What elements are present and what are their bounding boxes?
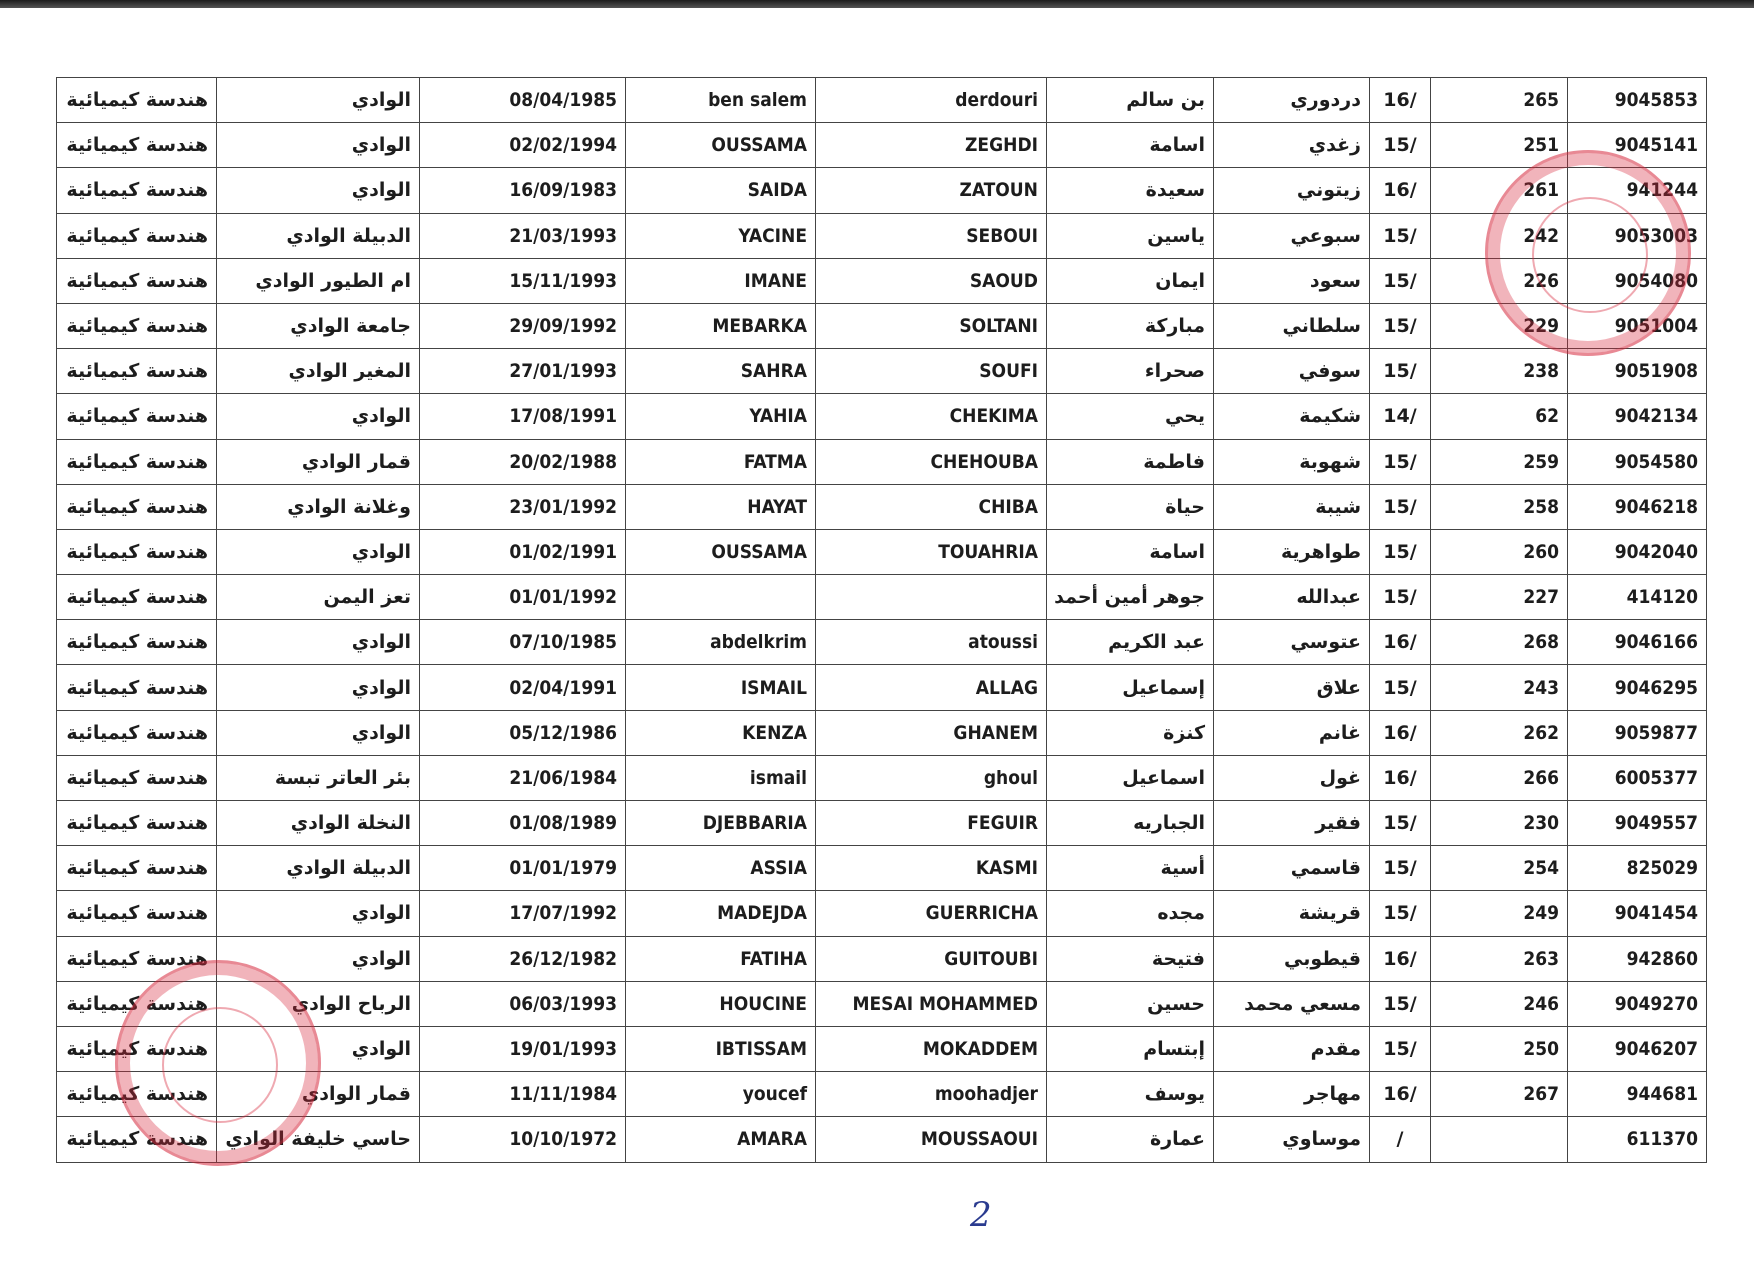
first-name-latin-cell: IMANE: [626, 258, 816, 303]
serial-number-cell: 226: [1431, 258, 1568, 303]
first-name-latin-cell: OUSSAMA: [626, 123, 816, 168]
last-name-arabic-cell: قاسمي: [1214, 846, 1370, 891]
table-row: [57, 303, 1707, 348]
birthdate-cell: 21/03/1993: [420, 213, 626, 258]
birthdate-cell: 23/01/1992: [420, 484, 626, 529]
last-name-arabic-cell: طواهرية: [1214, 529, 1370, 574]
first-name-arabic-cell: فاطمة: [1047, 439, 1214, 484]
specialty-cell: هندسة كيميائية: [57, 484, 217, 529]
class-code-cell: 15/: [1370, 349, 1431, 394]
last-name-latin-cell: GUITOUBI: [816, 936, 1047, 981]
birthdate-cell: 08/04/1985: [420, 78, 626, 123]
last-name-arabic-cell: شكيمة: [1214, 394, 1370, 439]
first-name-arabic-cell: ايمان: [1047, 258, 1214, 303]
class-code-cell: 15/: [1370, 258, 1431, 303]
class-code-cell: 16/: [1370, 78, 1431, 123]
last-name-latin-cell: ZATOUN: [816, 168, 1047, 213]
first-name-latin-cell: ISMAIL: [626, 665, 816, 710]
serial-number-cell: 242: [1431, 213, 1568, 258]
last-name-latin-cell: ALLAG: [816, 665, 1047, 710]
birthplace-cell: الوادي: [217, 1026, 420, 1071]
specialty-cell: هندسة كيميائية: [57, 303, 217, 348]
page-number: 2: [970, 1195, 992, 1235]
birthdate-cell: 07/10/1985: [420, 620, 626, 665]
table-row: [57, 529, 1707, 574]
registration-id-cell: 9059877: [1568, 710, 1707, 755]
specialty-cell: هندسة كيميائية: [57, 529, 217, 574]
first-name-arabic-cell: اسامة: [1047, 123, 1214, 168]
table-row: [57, 755, 1707, 800]
table-row: [57, 846, 1707, 891]
last-name-arabic-cell: زغدي: [1214, 123, 1370, 168]
specialty-cell: هندسة كيميائية: [57, 891, 217, 936]
class-code-cell: 15/: [1370, 123, 1431, 168]
specialty-cell: هندسة كيميائية: [57, 439, 217, 484]
first-name-arabic-cell: صحراء: [1047, 349, 1214, 394]
last-name-latin-cell: SAOUD: [816, 258, 1047, 303]
birthplace-cell: قمار الوادي: [217, 1072, 420, 1117]
table-row: [57, 665, 1707, 710]
last-name-arabic-cell: شيبة: [1214, 484, 1370, 529]
serial-number-cell: 268: [1431, 620, 1568, 665]
last-name-arabic-cell: عبدالله: [1214, 575, 1370, 620]
last-name-latin-cell: moohadjer: [816, 1072, 1047, 1117]
class-code-cell: 16/: [1370, 755, 1431, 800]
class-code-cell: /: [1370, 1117, 1431, 1162]
last-name-latin-cell: ghoul: [816, 755, 1047, 800]
class-code-cell: 15/: [1370, 303, 1431, 348]
registration-id-cell: 9046218: [1568, 484, 1707, 529]
last-name-arabic-cell: مهاجر: [1214, 1072, 1370, 1117]
birthdate-cell: 20/02/1988: [420, 439, 626, 484]
first-name-latin-cell: AMARA: [626, 1117, 816, 1162]
last-name-arabic-cell: سوفي: [1214, 349, 1370, 394]
students-table: [56, 77, 1707, 1163]
first-name-latin-cell: IBTISSAM: [626, 1026, 816, 1071]
last-name-arabic-cell: زيتوني: [1214, 168, 1370, 213]
class-code-cell: 16/: [1370, 168, 1431, 213]
specialty-cell: هندسة كيميائية: [57, 801, 217, 846]
last-name-latin-cell: SOLTANI: [816, 303, 1047, 348]
first-name-arabic-cell: فتيحة: [1047, 936, 1214, 981]
specialty-cell: هندسة كيميائية: [57, 1026, 217, 1071]
specialty-cell: هندسة كيميائية: [57, 258, 217, 303]
registration-id-cell: 9051004: [1568, 303, 1707, 348]
first-name-arabic-cell: اسامة: [1047, 529, 1214, 574]
table-row: [57, 213, 1707, 258]
class-code-cell: 15/: [1370, 529, 1431, 574]
registration-id-cell: 9041454: [1568, 891, 1707, 936]
birthdate-cell: 17/07/1992: [420, 891, 626, 936]
birthplace-cell: تعز اليمن: [217, 575, 420, 620]
last-name-latin-cell: CHIBA: [816, 484, 1047, 529]
serial-number-cell: 243: [1431, 665, 1568, 710]
birthplace-cell: المغير الوادي: [217, 349, 420, 394]
specialty-cell: هندسة كيميائية: [57, 936, 217, 981]
serial-number-cell: 230: [1431, 801, 1568, 846]
birthdate-cell: 02/04/1991: [420, 665, 626, 710]
last-name-arabic-cell: دردوري: [1214, 78, 1370, 123]
first-name-latin-cell: MEBARKA: [626, 303, 816, 348]
birthplace-cell: الوادي: [217, 529, 420, 574]
table-row: [57, 484, 1707, 529]
class-code-cell: 15/: [1370, 213, 1431, 258]
birthdate-cell: 27/01/1993: [420, 349, 626, 394]
registration-id-cell: 414120: [1568, 575, 1707, 620]
specialty-cell: هندسة كيميائية: [57, 1117, 217, 1162]
birthplace-cell: الوادي: [217, 168, 420, 213]
class-code-cell: 15/: [1370, 801, 1431, 846]
first-name-arabic-cell: أسية: [1047, 846, 1214, 891]
last-name-arabic-cell: سعود: [1214, 258, 1370, 303]
class-code-cell: 15/: [1370, 981, 1431, 1026]
table-row: [57, 575, 1707, 620]
last-name-latin-cell: atoussi: [816, 620, 1047, 665]
specialty-cell: هندسة كيميائية: [57, 394, 217, 439]
birthplace-cell: الرباح الوادي: [217, 981, 420, 1026]
first-name-arabic-cell: حياة: [1047, 484, 1214, 529]
birthplace-cell: وغلانة الوادي: [217, 484, 420, 529]
birthplace-cell: الوادي: [217, 891, 420, 936]
table-row: [57, 891, 1707, 936]
table-row: [57, 620, 1707, 665]
birthplace-cell: قمار الوادي: [217, 439, 420, 484]
first-name-latin-cell: FATMA: [626, 439, 816, 484]
last-name-latin-cell: CHEHOUBA: [816, 439, 1047, 484]
first-name-arabic-cell: إبتسام: [1047, 1026, 1214, 1071]
specialty-cell: هندسة كيميائية: [57, 1072, 217, 1117]
registration-id-cell: 9053003: [1568, 213, 1707, 258]
registration-id-cell: 9045141: [1568, 123, 1707, 168]
first-name-latin-cell: MADEJDA: [626, 891, 816, 936]
serial-number-cell: 260: [1431, 529, 1568, 574]
specialty-cell: هندسة كيميائية: [57, 123, 217, 168]
specialty-cell: هندسة كيميائية: [57, 168, 217, 213]
first-name-latin-cell: YAHIA: [626, 394, 816, 439]
first-name-latin-cell: SAHRA: [626, 349, 816, 394]
table-row: [57, 1072, 1707, 1117]
table-row: [57, 710, 1707, 755]
serial-number-cell: 249: [1431, 891, 1568, 936]
registration-id-cell: 9042040: [1568, 529, 1707, 574]
first-name-arabic-cell: ياسين: [1047, 213, 1214, 258]
birthplace-cell: الدبيلة الوادي: [217, 846, 420, 891]
birthplace-cell: حاسي خليفة الوادي: [217, 1117, 420, 1162]
birthdate-cell: 11/11/1984: [420, 1072, 626, 1117]
registration-id-cell: 9045853: [1568, 78, 1707, 123]
birthdate-cell: 29/09/1992: [420, 303, 626, 348]
serial-number-cell: 254: [1431, 846, 1568, 891]
registration-id-cell: 825029: [1568, 846, 1707, 891]
serial-number-cell: [1431, 1117, 1568, 1162]
last-name-latin-cell: derdouri: [816, 78, 1047, 123]
birthplace-cell: بئر العاتر تبسة: [217, 755, 420, 800]
serial-number-cell: 258: [1431, 484, 1568, 529]
class-code-cell: 15/: [1370, 846, 1431, 891]
last-name-arabic-cell: قريشة: [1214, 891, 1370, 936]
last-name-arabic-cell: غانم: [1214, 710, 1370, 755]
last-name-arabic-cell: موساوي: [1214, 1117, 1370, 1162]
specialty-cell: هندسة كيميائية: [57, 665, 217, 710]
first-name-arabic-cell: يحي: [1047, 394, 1214, 439]
serial-number-cell: 246: [1431, 981, 1568, 1026]
students-table-container: [56, 77, 1706, 1163]
first-name-latin-cell: [626, 575, 816, 620]
last-name-arabic-cell: غول: [1214, 755, 1370, 800]
registration-id-cell: 9046295: [1568, 665, 1707, 710]
last-name-latin-cell: GHANEM: [816, 710, 1047, 755]
registration-id-cell: 6005377: [1568, 755, 1707, 800]
specialty-cell: هندسة كيميائية: [57, 755, 217, 800]
serial-number-cell: 227: [1431, 575, 1568, 620]
serial-number-cell: 267: [1431, 1072, 1568, 1117]
registration-id-cell: 9042134: [1568, 394, 1707, 439]
specialty-cell: هندسة كيميائية: [57, 213, 217, 258]
birthplace-cell: الوادي: [217, 710, 420, 755]
first-name-latin-cell: OUSSAMA: [626, 529, 816, 574]
birthdate-cell: 01/08/1989: [420, 801, 626, 846]
first-name-latin-cell: HOUCINE: [626, 981, 816, 1026]
class-code-cell: 15/: [1370, 665, 1431, 710]
first-name-arabic-cell: إسماعيل: [1047, 665, 1214, 710]
birthplace-cell: النخلة الوادي: [217, 801, 420, 846]
birthdate-cell: 15/11/1993: [420, 258, 626, 303]
first-name-latin-cell: youcef: [626, 1072, 816, 1117]
last-name-arabic-cell: عتوسي: [1214, 620, 1370, 665]
class-code-cell: 16/: [1370, 1072, 1431, 1117]
last-name-arabic-cell: قيطوبي: [1214, 936, 1370, 981]
birthdate-cell: 02/02/1994: [420, 123, 626, 168]
first-name-latin-cell: abdelkrim: [626, 620, 816, 665]
registration-id-cell: 941244: [1568, 168, 1707, 213]
first-name-latin-cell: KENZA: [626, 710, 816, 755]
last-name-arabic-cell: علاق: [1214, 665, 1370, 710]
first-name-latin-cell: YACINE: [626, 213, 816, 258]
table-row: [57, 439, 1707, 484]
last-name-latin-cell: FEGUIR: [816, 801, 1047, 846]
registration-id-cell: 942860: [1568, 936, 1707, 981]
serial-number-cell: 238: [1431, 349, 1568, 394]
first-name-arabic-cell: كنزة: [1047, 710, 1214, 755]
birthplace-cell: الوادي: [217, 394, 420, 439]
serial-number-cell: 265: [1431, 78, 1568, 123]
first-name-latin-cell: ASSIA: [626, 846, 816, 891]
birthplace-cell: الوادي: [217, 78, 420, 123]
registration-id-cell: 9049557: [1568, 801, 1707, 846]
serial-number-cell: 263: [1431, 936, 1568, 981]
last-name-arabic-cell: مسعي محمد: [1214, 981, 1370, 1026]
last-name-latin-cell: MESAI MOHAMMED: [816, 981, 1047, 1026]
class-code-cell: 15/: [1370, 575, 1431, 620]
registration-id-cell: 611370: [1568, 1117, 1707, 1162]
first-name-arabic-cell: الجباريه: [1047, 801, 1214, 846]
birthdate-cell: 01/01/1992: [420, 575, 626, 620]
birthplace-cell: ام الطيور الوادي: [217, 258, 420, 303]
birthdate-cell: 19/01/1993: [420, 1026, 626, 1071]
birthdate-cell: 16/09/1983: [420, 168, 626, 213]
birthdate-cell: 21/06/1984: [420, 755, 626, 800]
serial-number-cell: 229: [1431, 303, 1568, 348]
last-name-arabic-cell: سبوعي: [1214, 213, 1370, 258]
first-name-latin-cell: HAYAT: [626, 484, 816, 529]
last-name-latin-cell: MOKADDEM: [816, 1026, 1047, 1071]
table-row: [57, 1026, 1707, 1071]
serial-number-cell: 62: [1431, 394, 1568, 439]
registration-id-cell: 9049270: [1568, 981, 1707, 1026]
table-row: [57, 349, 1707, 394]
first-name-arabic-cell: عبد الكريم: [1047, 620, 1214, 665]
birthdate-cell: 17/08/1991: [420, 394, 626, 439]
class-code-cell: 15/: [1370, 891, 1431, 936]
birthdate-cell: 01/02/1991: [420, 529, 626, 574]
specialty-cell: هندسة كيميائية: [57, 710, 217, 755]
last-name-arabic-cell: سلطاني: [1214, 303, 1370, 348]
serial-number-cell: 261: [1431, 168, 1568, 213]
table-body: [57, 78, 1707, 1163]
first-name-arabic-cell: يوسف: [1047, 1072, 1214, 1117]
last-name-latin-cell: ZEGHDI: [816, 123, 1047, 168]
class-code-cell: 16/: [1370, 620, 1431, 665]
table-row: [57, 981, 1707, 1026]
registration-id-cell: 9054580: [1568, 439, 1707, 484]
specialty-cell: هندسة كيميائية: [57, 981, 217, 1026]
first-name-arabic-cell: سعيدة: [1047, 168, 1214, 213]
serial-number-cell: 250: [1431, 1026, 1568, 1071]
first-name-latin-cell: ben salem: [626, 78, 816, 123]
first-name-arabic-cell: بن سالم: [1047, 78, 1214, 123]
table-row: [57, 168, 1707, 213]
last-name-arabic-cell: فقير: [1214, 801, 1370, 846]
registration-id-cell: 944681: [1568, 1072, 1707, 1117]
last-name-arabic-cell: شهوبة: [1214, 439, 1370, 484]
last-name-latin-cell: SOUFI: [816, 349, 1047, 394]
birthdate-cell: 01/01/1979: [420, 846, 626, 891]
birthplace-cell: الوادي: [217, 620, 420, 665]
serial-number-cell: 251: [1431, 123, 1568, 168]
serial-number-cell: 266: [1431, 755, 1568, 800]
first-name-latin-cell: ismail: [626, 755, 816, 800]
registration-id-cell: 9051908: [1568, 349, 1707, 394]
specialty-cell: هندسة كيميائية: [57, 620, 217, 665]
birthdate-cell: 06/03/1993: [420, 981, 626, 1026]
last-name-latin-cell: MOUSSAOUI: [816, 1117, 1047, 1162]
first-name-arabic-cell: عمارة: [1047, 1117, 1214, 1162]
specialty-cell: هندسة كيميائية: [57, 349, 217, 394]
table-row: [57, 123, 1707, 168]
last-name-latin-cell: KASMI: [816, 846, 1047, 891]
class-code-cell: 16/: [1370, 710, 1431, 755]
serial-number-cell: 259: [1431, 439, 1568, 484]
registration-id-cell: 9046166: [1568, 620, 1707, 665]
table-row: [57, 394, 1707, 439]
registration-id-cell: 9046207: [1568, 1026, 1707, 1071]
first-name-arabic-cell: حسين: [1047, 981, 1214, 1026]
birthdate-cell: 10/10/1972: [420, 1117, 626, 1162]
class-code-cell: 14/: [1370, 394, 1431, 439]
last-name-arabic-cell: مقدم: [1214, 1026, 1370, 1071]
last-name-latin-cell: CHEKIMA: [816, 394, 1047, 439]
first-name-latin-cell: SAIDA: [626, 168, 816, 213]
last-name-latin-cell: TOUAHRIA: [816, 529, 1047, 574]
serial-number-cell: 262: [1431, 710, 1568, 755]
registration-id-cell: 9054080: [1568, 258, 1707, 303]
first-name-latin-cell: FATIHA: [626, 936, 816, 981]
first-name-arabic-cell: مباركة: [1047, 303, 1214, 348]
last-name-latin-cell: SEBOUI: [816, 213, 1047, 258]
birthplace-cell: الدبيلة الوادي: [217, 213, 420, 258]
birthplace-cell: الوادي: [217, 123, 420, 168]
birthplace-cell: جامعة الوادي: [217, 303, 420, 348]
class-code-cell: 15/: [1370, 439, 1431, 484]
birthplace-cell: الوادي: [217, 665, 420, 710]
last-name-latin-cell: [816, 575, 1047, 620]
table-row: [57, 801, 1707, 846]
table-row: [57, 1117, 1707, 1162]
class-code-cell: 16/: [1370, 936, 1431, 981]
first-name-arabic-cell: اسماعيل: [1047, 755, 1214, 800]
first-name-arabic-cell: جوهر أمين أحمد: [1047, 575, 1214, 620]
first-name-arabic-cell: مجده: [1047, 891, 1214, 936]
birthdate-cell: 05/12/1986: [420, 710, 626, 755]
first-name-latin-cell: DJEBBARIA: [626, 801, 816, 846]
specialty-cell: هندسة كيميائية: [57, 575, 217, 620]
specialty-cell: هندسة كيميائية: [57, 846, 217, 891]
class-code-cell: 15/: [1370, 484, 1431, 529]
table-row: [57, 258, 1707, 303]
table-row: [57, 78, 1707, 123]
scan-top-edge: [0, 0, 1754, 8]
birthplace-cell: الوادي: [217, 936, 420, 981]
birthdate-cell: 26/12/1982: [420, 936, 626, 981]
table-row: [57, 936, 1707, 981]
last-name-latin-cell: GUERRICHA: [816, 891, 1047, 936]
class-code-cell: 15/: [1370, 1026, 1431, 1071]
specialty-cell: هندسة كيميائية: [57, 78, 217, 123]
